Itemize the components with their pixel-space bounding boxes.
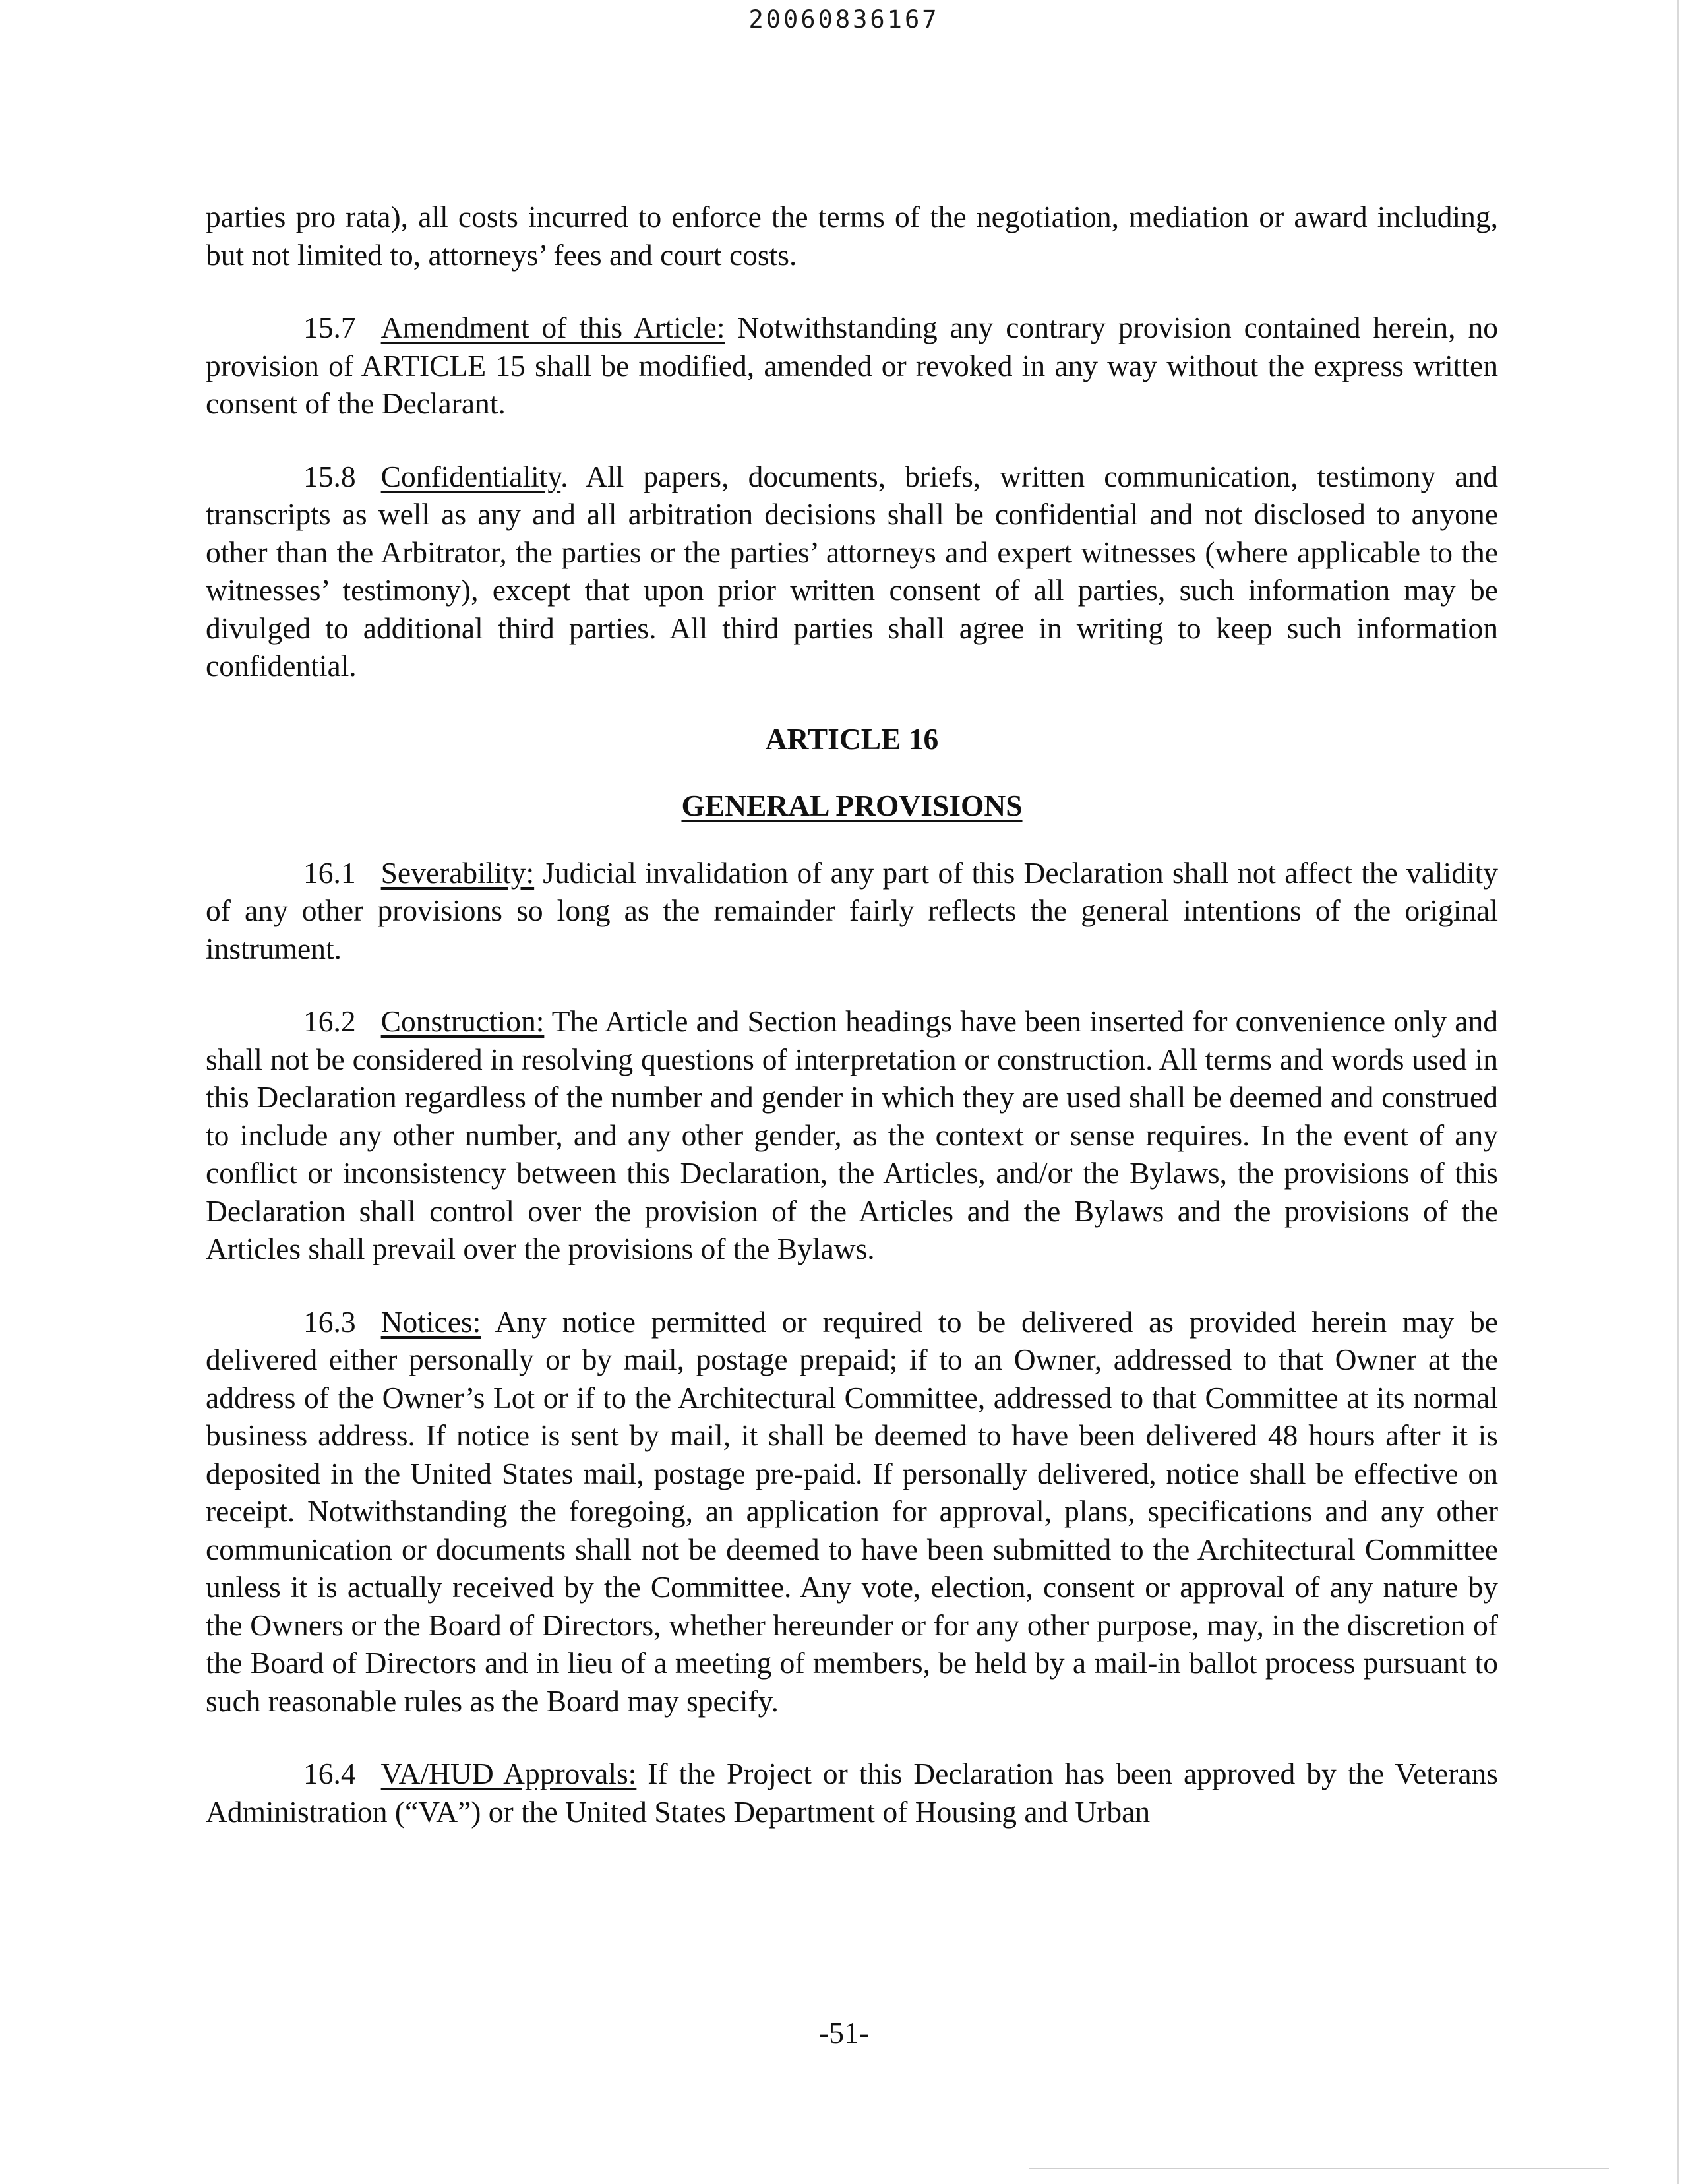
section-16-2 — [206, 1002, 1498, 1268]
section-text: The Article and Section headings have been inserted for convenience only and shall not be considered in resolving questions of interpretation or construction. All terms and words used in this Declaration regardless of the number and gender in which they are used shall be deemed and construed to include any other number, and any other gender, as the context or sense requires. In the event of any conflict or inconsistency between this Declaration, the Articles, and/or the Bylaws, the provisions of this Declaration shall control over the provision of the Articles and the Bylaws and the provisions of the Articles shall prevail over the provisions of the Bylaws. — [206, 1004, 1498, 1265]
section-text: Judicial invalidation of any part of this Declaration shall not affect the validity of any other provisions so long as the remainder fairly reflects the general intentions of the original instrument. — [206, 855, 1498, 965]
section-heading: Construction: — [380, 1004, 545, 1038]
scan-edge-line — [1677, 0, 1679, 2184]
section-number: 15.7 — [303, 311, 356, 344]
section-number: 15.8 — [303, 459, 356, 493]
section-heading: Amendment of this Article: — [380, 311, 725, 344]
section-text: If the Project or this Declaration has been approved by the Veterans Administration (“VA”) or the United States Department of Housing and Urban — [206, 1757, 1498, 1829]
paragraph-text: parties pro rata), all costs incurred to enforce the terms of the negotiation, mediation or award including, but not limited to, attorneys’ fees and court costs. — [206, 200, 1498, 272]
section-heading: Confidentiality — [380, 459, 561, 493]
section-16-3 — [206, 1303, 1498, 1720]
document-number: 20060836167 — [748, 5, 940, 34]
document-body — [206, 198, 1498, 1866]
section-15-7 — [206, 309, 1498, 423]
section-heading: Notices: — [380, 1304, 481, 1339]
continuation-paragraph — [206, 198, 1498, 274]
section-number: 16.2 — [303, 1004, 356, 1038]
section-number: 16.3 — [303, 1304, 356, 1339]
section-heading: VA/HUD Approvals: — [380, 1757, 637, 1790]
section-heading: Severability: — [380, 855, 535, 890]
section-text: Any notice permitted or required to be delivered as provided herein may be delivered either personally or by mail, postage prepaid; if to an Owner, addressed to that Owner at the address of the Owner’s Lot or if to the Architectural Committee, addressed to that Committee at its normal business address. If notice is sent by mail, it shall be deemed to have been delivered 48 hours after it is deposited in the United States mail, postage pre-paid. If personally delivered, notice shall be effective on receipt. Notwithstanding the foregoing, an application for approval, plans, specifications and any other communication or documents shall not be deemed to have been submitted to the Architectural Committee unless it is actually received by the Committee. Any vote, election, consent or approval of any nature by the Owners or the Board of Directors, whether hereunder or for any other purpose, may, in the discretion of the Board of Directors and in lieu of a meeting of members, be held by a mail-in ballot process pursuant to such reasonable rules as the Board may specify. — [206, 1304, 1498, 1718]
section-number: 16.4 — [303, 1757, 356, 1790]
section-15-8 — [206, 458, 1498, 685]
section-text: . All papers, documents, briefs, written communication, testimony and transcripts as well as any and all arbitration decisions shall be confidential and not disclosed to anyone other than the Arbitrator, the parties or the parties’ attorneys and expert witnesses (where applicable to the witnesses’ testimony), except that upon prior written consent of all parties, such information may be divulged to additional third parties. All third parties shall agree in writing to keep such information confidential. — [206, 459, 1498, 682]
article-title: ARTICLE 16 — [765, 721, 939, 756]
article-subtitle: GENERAL PROVISIONS — [681, 789, 1023, 822]
section-number: 16.1 — [303, 855, 356, 890]
section-text: Notwithstanding any contrary provision contained herein, no provision of ARTICLE 15 shall be modified, amended or revoked in any way without the express written consent of the Declarant. — [206, 311, 1498, 420]
page-number: -51- — [819, 2016, 869, 2049]
scan-bottom-line — [1029, 2168, 1609, 2169]
section-16-1 — [206, 854, 1498, 968]
section-16-4 — [206, 1755, 1498, 1831]
